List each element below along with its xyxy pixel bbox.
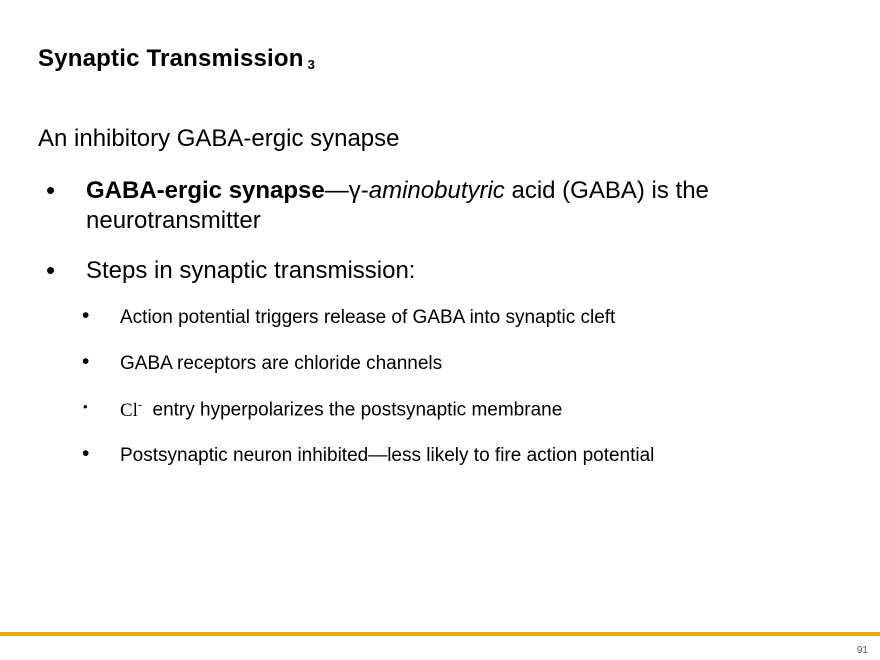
- sub-bullet-item-gaba-receptors: [38, 349, 848, 376]
- sub-bullet-item-action-potential: [38, 303, 848, 330]
- sub-bullet-item-chloride-entry: [38, 397, 848, 422]
- sub-bullet-text: Action potential triggers release of GABA into synaptic cleft: [120, 306, 616, 328]
- bullet-segment-bold: GABA-ergic synapse: [86, 176, 325, 204]
- bullet-segment-italic: aminobutyric: [368, 176, 505, 204]
- bullet-item-gaba-ergic-synapse: [38, 176, 848, 236]
- bullet-marker-icon: •: [83, 399, 88, 415]
- chloride-symbol-text: Cl: [120, 399, 138, 421]
- slide-body: [38, 125, 848, 490]
- page-title: [38, 45, 315, 73]
- bullet-segment-tail: acid (GABA) is the neurotransmitter: [86, 176, 709, 234]
- lead-text: An inhibitory GABA-ergic synapse: [38, 125, 400, 152]
- bullet-marker-icon: •: [82, 303, 90, 327]
- bullet-item-steps: [38, 256, 848, 286]
- bullet-segment-normal: —γ-: [324, 176, 369, 204]
- chloride-ion-symbol: [120, 397, 142, 421]
- sub-bullet-text: GABA receptors are chloride channels: [120, 352, 443, 374]
- bullet-marker-icon: •: [46, 254, 56, 285]
- bullet-text: Steps in synaptic transmission:: [86, 256, 416, 284]
- page-title-superscript: 3: [307, 57, 316, 72]
- chloride-charge-superscript: -: [137, 397, 142, 412]
- bullet-marker-icon: •: [82, 349, 90, 373]
- sub-bullet-text: entry hyperpolarizes the postsynaptic membrane: [152, 399, 563, 421]
- bullet-marker-icon: •: [46, 174, 56, 205]
- sub-bullet-item-postsynaptic-inhibited: [38, 444, 848, 468]
- bullet-marker-icon: •: [82, 442, 90, 466]
- page-title-text: Synaptic Transmission: [38, 45, 304, 72]
- footer-accent-rule: [0, 632, 880, 636]
- page-number: 91: [856, 645, 868, 656]
- sub-bullet-text: Postsynaptic neuron inhibited—less likely to fire action potential: [120, 445, 655, 467]
